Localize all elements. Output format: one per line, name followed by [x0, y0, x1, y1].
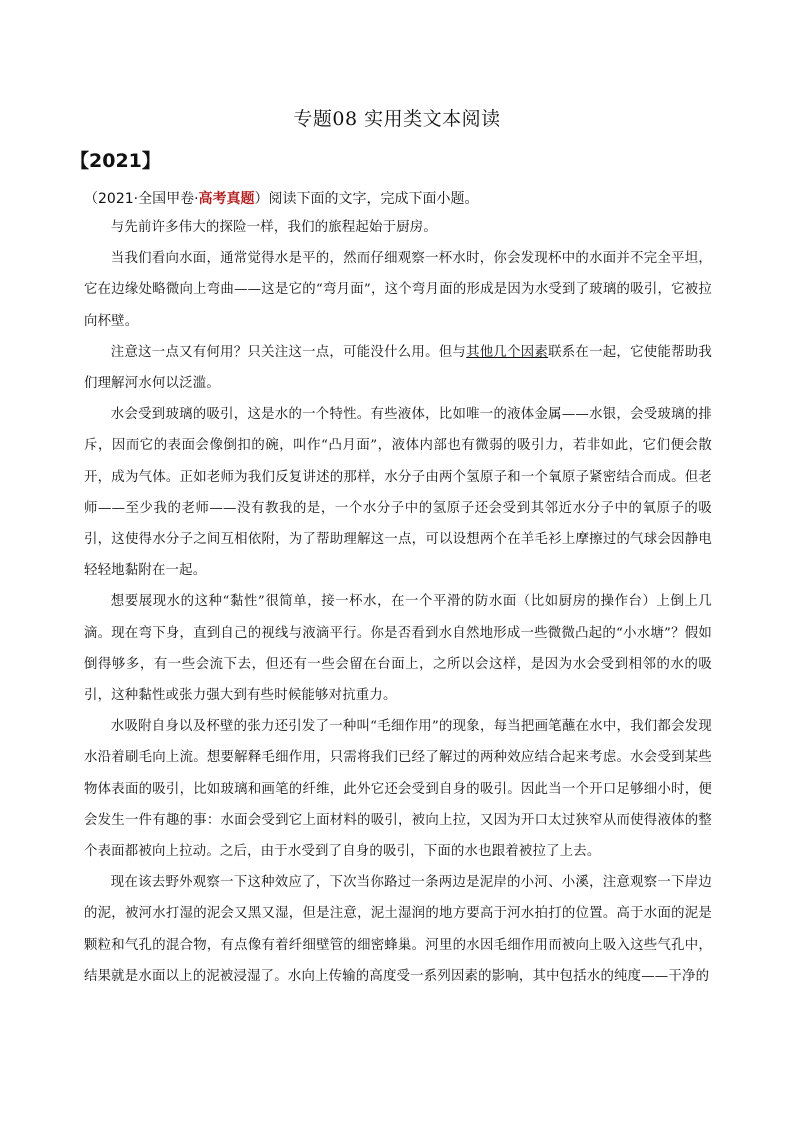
article-body — [84, 212, 712, 992]
source-highlight: 高考真题 — [198, 191, 255, 207]
paragraph-5: 想要展现水的这种“黏性”很简单，接一杯水，在一个平滑的防水面（比如厨房的操作台）上倒上几滴。现在弯下身，直到自己的视线与液滴平行。你是否看到水自然地形成一些微微凸起的“小水塘”？假如倒得够多，有一些会流下去，但还有一些会留在台面上，之所以会这样，是因为水会受到相邻的水的吸引，这种黏性或张力强大到有些时候能够对抗重力。 — [84, 594, 712, 704]
paragraph-6: 水吸附自身以及杯壁的张力还引发了一种叫“毛细作用”的现象，每当把画笔蘸在水中，我们都会发现水沿着刷毛向上流。想要解释毛细作用，只需将我们已经了解过的两种效应结合起来考虑。水会受到某些物体表面的吸引，比如玻璃和画笔的纤维，此外它还会受到自身的吸引。因此当一个开口足够细小时，便会发生一件有趣的事：水面会受到它上面材料的吸引，被向上拉，又因为开口太过狭窄从而使得液体的整个表面都被向上拉动。之后，由于水受到了自身的吸引，下面的水也跟着被拉了上去。 — [84, 719, 712, 860]
paragraph-3-after: 联系在一起，它使能帮助我们理解河水何以泛滥。 — [84, 344, 713, 392]
question-source — [84, 188, 479, 208]
paragraph-3-before: 注意这一点又有何用？只关注这一点，可能没什么用。但与 — [110, 344, 467, 360]
paragraph-4: 水会受到玻璃的吸引，这是水的一个特性。有些液体，比如唯一的液体金属——水银，会受玻璃的排斥，因而它的表面会像倒扣的碗，叫作“凸月面”，液体内部也有微弱的吸引力，若非如此，它们便会散开，成为气体。正如老师为我们反复讲述的那样，水分子由两个氢原子和一个氧原子紧密结合而成。但老师——至少我的老师——没有教我的是，一个水分子中的氢原子还会受到其邻近水分子中的氧原子的吸引，这使得水分子之间互相依附，为了帮助理解这一点，可以设想两个在羊毛衫上摩擦过的气球会因静电轻轻地黏附在一起。 — [84, 407, 712, 579]
source-prefix: （2021·全国甲卷· — [84, 191, 199, 207]
source-instruction: ）阅读下面的文字，完成下面小题。 — [254, 191, 479, 207]
underlined-phrase: 其他几个因素 — [466, 344, 549, 360]
paragraph-2: 当我们看向水面，通常觉得水是平的，然而仔细观察一杯水时，你会发现杯中的水面并不完全平坦，它在边缘处略微向上弯曲——这是它的“弯月面”，这个弯月面的形成是因为水受到了玻璃的吸引，它被拉向杯壁。 — [84, 251, 712, 329]
paragraph-7: 现在该去野外观察一下这种效应了，下次当你路过一条两边是泥岸的小河、小溪，注意观察一下岸边的泥，被河水打湿的泥会又黑又湿，但是注意，泥土湿润的地方要高于河水拍打的位置。高于水面的泥是颗粒和气孔的混合物，有点像有着纤细壁管的细密蜂巢。河里的水因毛细作用而被向上吸入这些气孔中，结果就是水面以上的泥被浸湿了。水向上传输的高度受一系列因素的影响，其中包括水的纯度——干净的 — [84, 875, 712, 984]
page-title: 专题08 实用类文本阅读 — [293, 108, 501, 130]
paragraph-3 — [84, 337, 712, 399]
paragraph-1: 与先前许多伟大的探险一样，我们的旅程起始于厨房。 — [110, 220, 437, 235]
year-heading: 【2021】 — [70, 150, 161, 172]
